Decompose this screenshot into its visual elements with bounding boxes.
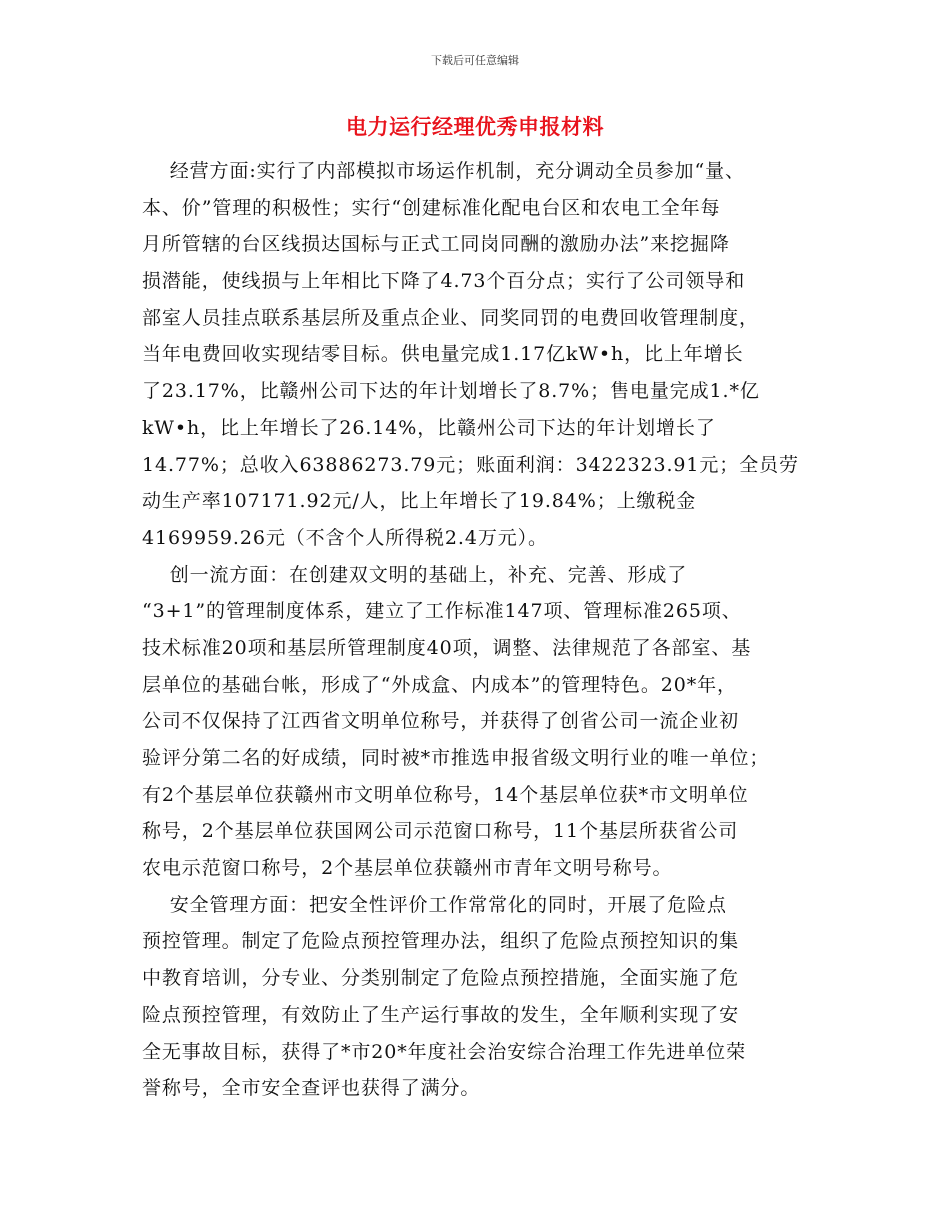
body-line: 称号，2个基层单位获国网公司示范窗口称号，11个基层所获省公司 <box>142 820 739 843</box>
body-line: 中教育培训，分专业、分类别制定了危险点预控措施，全面实施了危 <box>142 967 740 990</box>
body-line: 动生产率107171.92元/人，比上年增长了19.84%；上缴税金 <box>142 490 697 513</box>
body-line: 全无事故目标，获得了*市20*年度社会治安综合治理工作先进单位荣 <box>142 1040 746 1063</box>
body-line: 当年电费回收实现结零目标。供电量完成1.17亿kW•h，比上年增长 <box>142 343 744 366</box>
body-line: 誉称号，全市安全查评也获得了满分。 <box>142 1077 481 1100</box>
document-title: 电力运行经理优秀申报材料 <box>346 114 604 139</box>
body-line: 月所管辖的台区线损达国标与正式工同岗同酬的激励办法”来挖掘降 <box>142 233 730 256</box>
body-line: “3+1”的管理制度体系，建立了工作标准147项、管理标准265项、 <box>142 600 742 623</box>
body-line: 技术标准20项和基层所管理制度40项，调整、法律规范了各部室、基 <box>142 636 752 659</box>
body-line: 险点预控管理，有效防止了生产运行事故的发生，全年顺利实现了安 <box>142 1003 740 1026</box>
body-line: 验评分第二名的好成绩，同时被*市推选申报省级文明行业的唯一单位； <box>142 747 770 769</box>
body-line: 农电示范窗口称号，2个基层单位获赣州市青年文明号称号。 <box>142 857 673 880</box>
body-line: 本、价”管理的积极性；实行“创建标准化配电台区和农电工全年每 <box>142 196 721 219</box>
body-line: 公司不仅保持了江西省文明单位称号，并获得了创省公司一流企业初 <box>142 710 740 733</box>
document-body <box>142 153 832 1107</box>
body-line: kW•h，比上年增长了26.14%，比赣州公司下达的年计划增长了 <box>142 416 716 439</box>
body-line: 预控管理。制定了危险点预控管理办法，组织了危险点预控知识的集 <box>142 930 740 953</box>
body-line: 有2个基层单位获赣州市文明单位称号，14个基层单位获*市文明单位 <box>142 783 749 806</box>
body-line: 安全管理方面：把安全性评价工作常常化的同时，开展了危险点 <box>142 893 727 916</box>
body-line: 损潜能，使线损与上年相比下降了4.73个百分点；实行了公司领导和 <box>142 270 746 293</box>
body-line: 创一流方面：在创建双文明的基础上，补充、完善、形成了 <box>142 563 688 586</box>
body-line: 了23.17%，比赣州公司下达的年计划增长了8.7%；售电量完成1.*亿 <box>142 380 760 403</box>
body-line: 14.77%；总收入63886273.79元；账面利润：3422323.91元；全员劳 <box>142 453 799 476</box>
body-line: 经营方面:实行了内部模拟市场运作机制，充分调动全员参加“量、 <box>142 160 745 182</box>
body-line: 4169959.26元（不含个人所得税2.4万元）。 <box>142 526 548 549</box>
body-line: 层单位的基础台帐，形成了“外成盒、内成本”的管理特色。20*年， <box>142 673 737 696</box>
page-header: 下载后可任意编辑 <box>431 54 519 67</box>
body-line: 部室人员挂点联系基层所及重点企业、同奖同罚的电费回收管理制度， <box>142 306 759 329</box>
